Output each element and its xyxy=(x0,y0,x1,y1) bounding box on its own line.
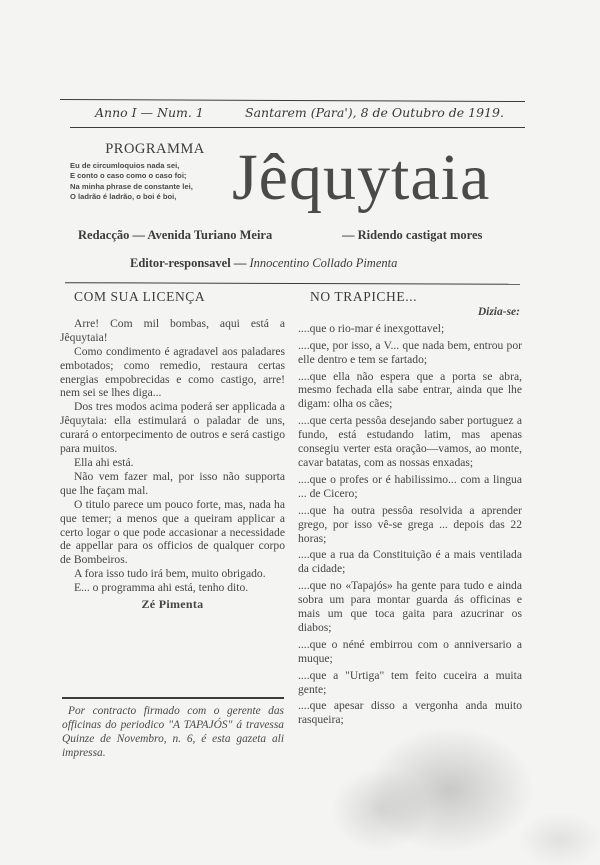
masthead-title: Jêquytaia xyxy=(232,141,491,214)
dateline-rule xyxy=(70,127,525,128)
article-signature: Zé Pimenta xyxy=(141,597,204,612)
programma-verse: Na minha phrase de constante lei, xyxy=(70,181,193,191)
gossip-item: ....que, por isso, a V... que nada bem, entrou por elle dentro e tem se fartado; xyxy=(298,338,522,366)
issue-number: Anno I — Num. 1 xyxy=(95,105,204,120)
article-paragraph: Como condimento é agradavel aos paladares embotados; como remedio, restaura certas energias empobrecidas e como castigo, arre! nem sei se lhes diga... xyxy=(60,344,285,400)
gossip-item: ....que o profes or é habilissimo... com a lingua ... de Cicero; xyxy=(298,472,522,500)
right-column-article xyxy=(298,290,522,730)
gossip-item: ....que a rua da Constituição é a mais ventilada da cidade; xyxy=(298,548,522,576)
programma-verse: Eu de circumloquios nada sei, xyxy=(70,161,180,170)
article-paragraph: Dos tres modos acima poderá ser applicada a Jêquytaia: ella estimulará o paladar de uns, curará o entorpecimento de outros e será castigo para muitos. xyxy=(60,400,285,456)
programma-verse: E conto o caso como o caso foi; xyxy=(70,171,187,181)
editor-line xyxy=(130,256,397,271)
left-column-article xyxy=(60,290,285,612)
editor-name: Innocentino Collado Pimenta xyxy=(249,256,398,270)
article-title: NO TRAPICHE... xyxy=(310,289,418,304)
article-paragraph: Ella ahi está. xyxy=(74,455,134,469)
gossip-item: ....que ha outra pessôa resolvida a aprender grego, por isso vê-se grega ... depois das 22 horas; xyxy=(298,503,522,545)
article-paragraph: O titulo parece um pouco forte, mas, nada ha que temer; a menos que a queiram applicar a certo logar o que pode accasionar a necessidade de appellar para os officios de qualquer corpo de Bombeiros. xyxy=(60,497,285,567)
article-title: COM SUA LICENÇA xyxy=(74,289,206,304)
redaccao-line xyxy=(78,228,518,243)
article-paragraph: Não vem fazer mal, por isso não supporta que lhe façam mal. xyxy=(60,469,285,497)
gossip-item: ....que no «Tapajós» ha gente para tudo e ainda sobra um para montar guarda ás officinas e mais um que toca gaita para azucrinar os diabos; xyxy=(298,579,522,634)
article-paragraph: E... o programma ahi está, tenho dito. xyxy=(74,581,249,595)
article-paragraph: A fora isso tudo irá bem, muito obrigado. xyxy=(74,567,266,581)
gossip-item: ....que certa pessôa desejando saber portuguez a fundo, está estudando latim, mas apenas consegiu verter esta oração—vamos, ao monte, cavar batatas, com as nossas enxadas; xyxy=(298,414,522,469)
imprint-rule xyxy=(62,697,284,699)
programma-verse: O ladrão é ladrão, o boi é boi, xyxy=(70,191,177,201)
top-rule xyxy=(60,99,525,102)
redaccao-address: Redacção — Avenida Turiano Meira xyxy=(78,228,273,242)
gossip-item: ....que a "Urtiga" tem feito cuceira a muita gente; xyxy=(298,668,522,696)
place-date: Santarem (Para'), 8 de Outubro de 1919. xyxy=(245,105,504,120)
article-paragraph: Arre! Com mil bombas, aqui está a Jêquytaia! xyxy=(60,316,285,344)
gossip-item: ....que ella não espera que a porta se abra, mesmo fechada ella sabe entrar, ainda que lhe digam: olha os cães; xyxy=(298,369,522,411)
masthead-bottom-rule xyxy=(65,282,520,285)
motto: — Ridendo castigat mores xyxy=(342,228,483,242)
gossip-item: ....que o néné embirrou com o anniversario a muque; xyxy=(298,637,522,665)
gossip-item: ....que apesar disso a vergonha anda muito rasqueira; xyxy=(298,699,522,727)
article-lead: Dizia-se: xyxy=(477,305,520,318)
programma-box xyxy=(70,141,240,202)
editor-label: Editor-responsavel — xyxy=(130,256,247,270)
imprint-notice: Por contracto firmado com o gerente das officinas do periodico "A TAPAJÓS" á travessa Quinze de Novembro, n. 6, é esta gazeta ali impressa. xyxy=(62,705,284,759)
programma-title: PROGRAMMA xyxy=(105,141,205,157)
gossip-item: ....que o rio-mar é inexgottavel; xyxy=(298,321,445,335)
